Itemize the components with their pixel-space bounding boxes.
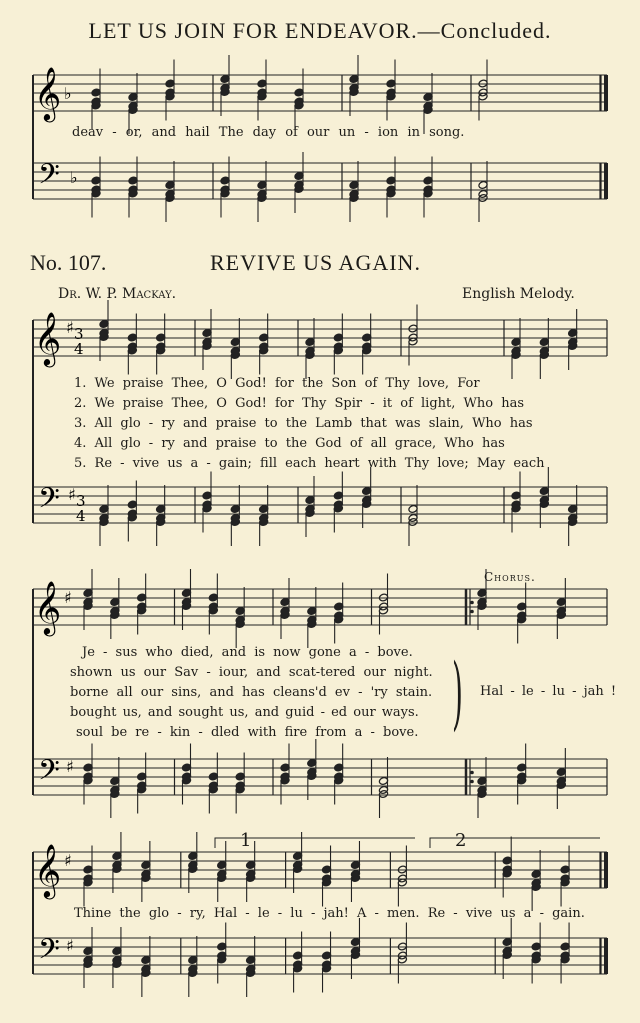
verse-5-cont: soul be re - kin - dled with fire from a - bove. (76, 725, 419, 740)
key-signature: ♯ (66, 318, 74, 337)
verse-2: 2. We praise Thee, O God! for Thy Spir - it of light, Who has (74, 396, 525, 411)
first-ending-number: 1 (240, 830, 252, 851)
key-signature: ♯ (66, 757, 74, 776)
bass-clef: 𝄢 (38, 754, 60, 794)
key-signature: ♯ (66, 936, 74, 955)
key-signature: 3 (76, 492, 86, 510)
key-signature: 3 (74, 325, 84, 343)
hymn-number: No. 107. (30, 250, 107, 275)
repeat-dot (470, 610, 474, 614)
words-credit: Dr. W. P. Mackay. (58, 286, 177, 302)
repeat-dot (470, 771, 474, 775)
key-signature: ♭ (64, 84, 72, 103)
final-bar (604, 75, 608, 111)
verse-1-cont: Je - sus who died, and is now gone a - bove. (82, 645, 413, 660)
music-credit: English Melody. (462, 286, 575, 302)
verse-3-cont: borne all our sins, and has cleans'd ev - 'ry stain. (70, 685, 433, 700)
second-ending-number: 2 (455, 830, 467, 851)
verse-brace: ) (452, 646, 463, 739)
treble-clef: 𝄞 (34, 311, 62, 365)
key-signature: 4 (74, 340, 84, 358)
verse-1: 1. We praise Thee, O God! for the Son of Thy love, For (74, 376, 480, 391)
chorus-lyric: Hal - le - lu - jah ! (480, 684, 617, 699)
final-bar (604, 938, 608, 974)
key-signature: ♯ (64, 851, 72, 870)
verse-2-cont: shown us our Sav - iour, and scat-tered our night. (70, 665, 433, 680)
verse-4-cont: bought us, and sought us, and guid - ed our ways. (70, 705, 419, 720)
final-bar (604, 852, 608, 888)
repeat-dot (470, 601, 474, 605)
lyric-line-final: Thine the glo - ry, Hal - le - lu - jah! A - men. Re - vive us a - gain. (74, 906, 585, 921)
verse-5: 5. Re - vive us a - gain; fill each heart with Thy love; May each (74, 456, 545, 471)
chorus-label: Chorus. (484, 570, 536, 584)
bass-clef: 𝄢 (38, 482, 60, 522)
treble-clef: 𝄞 (34, 66, 62, 120)
key-signature: ♯ (68, 485, 76, 504)
key-signature: ♭ (70, 168, 78, 187)
verse-3: 3. All glo - ry and praise to the Lamb that was slain, Who has (74, 416, 533, 431)
verse-4: 4. All glo - ry and praise to the God of all grace, Who has (74, 436, 505, 451)
key-signature: ♯ (64, 588, 72, 607)
bass-clef: 𝄢 (38, 158, 60, 198)
bass-clef: 𝄢 (38, 933, 60, 973)
final-bar (604, 163, 608, 199)
key-signature: 4 (76, 507, 86, 525)
hymn-title: REVIVE US AGAIN. (210, 250, 421, 275)
lyric-line: deav - or, and hail The day of our un - ion in song. (72, 125, 465, 140)
continued-title: LET US JOIN FOR ENDEAVOR.—Concluded. (88, 18, 552, 43)
repeat-dot (470, 780, 474, 784)
treble-clef: 𝄞 (34, 580, 62, 634)
treble-clef: 𝄞 (34, 843, 62, 897)
